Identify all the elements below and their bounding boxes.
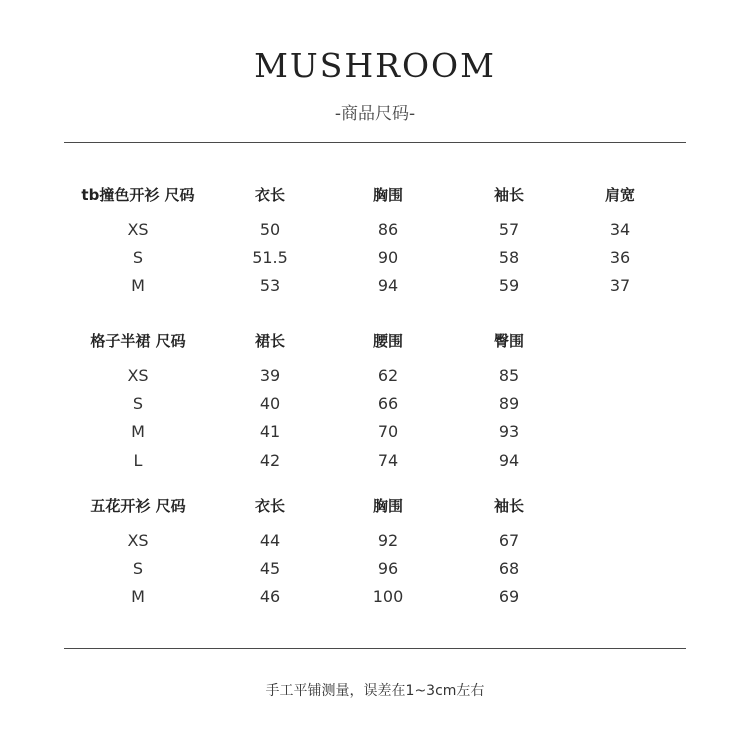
measurement-value: 85 <box>498 366 520 385</box>
size-label: S <box>132 559 144 579</box>
measurement-value: 68 <box>498 559 520 579</box>
page-subtitle: -商品尺码- <box>334 104 416 124</box>
measurement-value: 67 <box>498 531 520 550</box>
measurement-value: 34 <box>609 220 631 239</box>
measurement-value: 92 <box>377 531 399 550</box>
column-header: 腰围 <box>372 332 403 350</box>
measurement-value: 59 <box>498 276 520 296</box>
measurement-value: 89 <box>498 394 520 414</box>
measurement-value: 70 <box>377 422 399 442</box>
measurement-value: 93 <box>498 422 520 442</box>
column-header: 格子半裙 尺码 <box>90 332 186 350</box>
measurement-value: 39 <box>259 366 281 385</box>
bottom-divider <box>64 648 686 649</box>
column-header: 衣长 <box>254 186 285 204</box>
size-label: M <box>131 587 145 607</box>
measurement-value: 50 <box>259 220 281 239</box>
column-header: 袖长 <box>493 186 524 204</box>
column-header: 胸围 <box>372 186 403 204</box>
measurement-value: 46 <box>259 587 281 607</box>
column-header: 衣长 <box>254 497 285 515</box>
measurement-value: 58 <box>498 248 520 268</box>
size-label: S <box>132 248 144 268</box>
measurement-value: 51.5 <box>252 248 288 268</box>
size-label: XS <box>127 366 149 385</box>
measurement-value: 41 <box>259 422 281 442</box>
column-header: 肩宽 <box>604 186 635 204</box>
size-label: M <box>131 422 145 442</box>
measurement-value: 94 <box>377 276 399 296</box>
measurement-value: 36 <box>609 248 631 268</box>
measurement-note: 手工平铺测量，误差在1~3cm左右 <box>265 683 485 699</box>
size-label: M <box>131 276 145 296</box>
column-header: 五花开衫 尺码 <box>90 497 186 515</box>
column-header: 胸围 <box>372 497 403 515</box>
measurement-value: 96 <box>377 559 399 579</box>
top-divider <box>64 142 686 143</box>
measurement-value: 94 <box>498 450 520 470</box>
size-label: S <box>132 394 144 414</box>
brand-title: MUSHROOM <box>254 46 496 85</box>
measurement-value: 100 <box>372 587 404 607</box>
measurement-value: 57 <box>498 220 520 239</box>
measurement-value: 44 <box>259 531 281 550</box>
measurement-value: 66 <box>377 394 399 414</box>
size-label: XS <box>127 220 149 239</box>
size-label: L <box>133 450 143 470</box>
measurement-value: 42 <box>259 450 281 470</box>
size-label: XS <box>127 531 149 550</box>
column-header: 臀围 <box>493 332 524 350</box>
measurement-value: 45 <box>259 559 281 579</box>
measurement-value: 74 <box>377 450 399 470</box>
column-header: 裙长 <box>254 332 285 350</box>
column-header: tb撞色开衫 尺码 <box>81 186 195 204</box>
measurement-value: 37 <box>609 276 631 296</box>
measurement-value: 40 <box>259 394 281 414</box>
measurement-value: 62 <box>377 366 399 385</box>
measurement-value: 90 <box>377 248 399 268</box>
measurement-value: 53 <box>259 276 281 296</box>
column-header: 袖长 <box>493 497 524 515</box>
measurement-value: 69 <box>498 587 520 607</box>
measurement-value: 86 <box>377 220 399 239</box>
